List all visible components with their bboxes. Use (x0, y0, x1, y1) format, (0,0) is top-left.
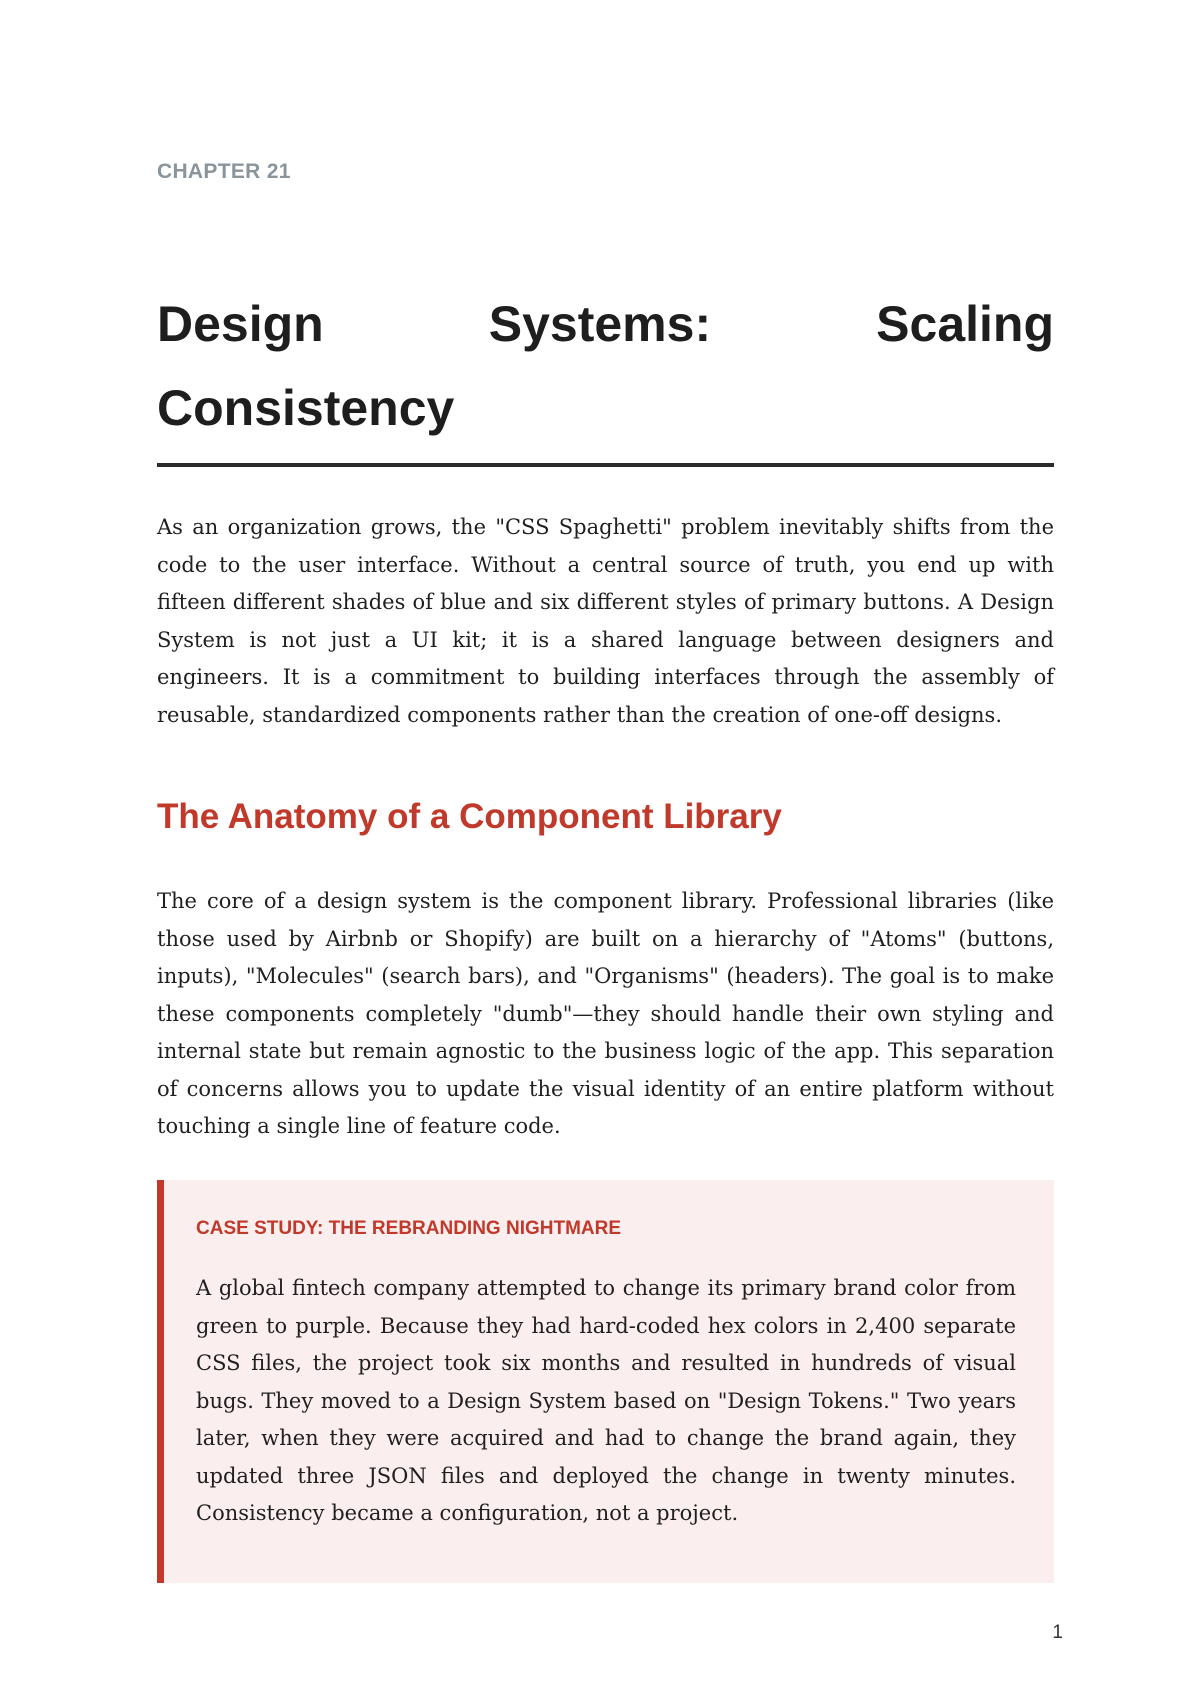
case-study-text: A global fintech company attempted to change its primary brand color from green to purple. Because they had hard-coded hex colors in 2,400 separate CSS files, the project took six months and resulted in hundreds of visual bugs. They moved to a Design System based on "Design Tokens." Two years later, when they were acquired and had to change the brand again, they updated three JSON files and deployed the change in twenty minutes. Consistency became a configuration, not a project. (196, 1276, 1016, 1525)
intro-paragraph: As an organization grows, the "CSS Spaghetti" problem inevitably shifts from the code to the user interface. Without a central source of truth, you end up with fifteen different shades of blue and six different styles of primary buttons. A Design System is not just a UI kit; it is a shared language between designers and engineers. It is a commitment to building interfaces through the assembly of reusable, standardized components rather than the creation of one-off designs. (157, 515, 1054, 727)
case-study-title: CASE STUDY: THE REBRANDING NIGHTMARE (196, 1218, 622, 1239)
chapter-title: Design Systems: Scaling Consistency (157, 296, 1054, 436)
section-heading: The Anatomy of a Component Library (157, 797, 782, 836)
page-number: 1 (1052, 1622, 1063, 1643)
title-divider (157, 463, 1054, 467)
section-paragraph: The core of a design system is the component library. Professional libraries (like those used by Airbnb or Shopify) are built on a hierarchy of "Atoms" (buttons, inputs), "Molecules" (search bars), and "Organisms" (headers). The goal is to make these components completely "dumb"—they should handle their own styling and internal state but remain agnostic to the business logic of the app. This separation of concerns allows you to update the visual identity of an entire platform without touching a single line of feature code. (157, 889, 1054, 1138)
case-study-callout (157, 1180, 1054, 1583)
chapter-label: CHAPTER 21 (157, 160, 291, 183)
